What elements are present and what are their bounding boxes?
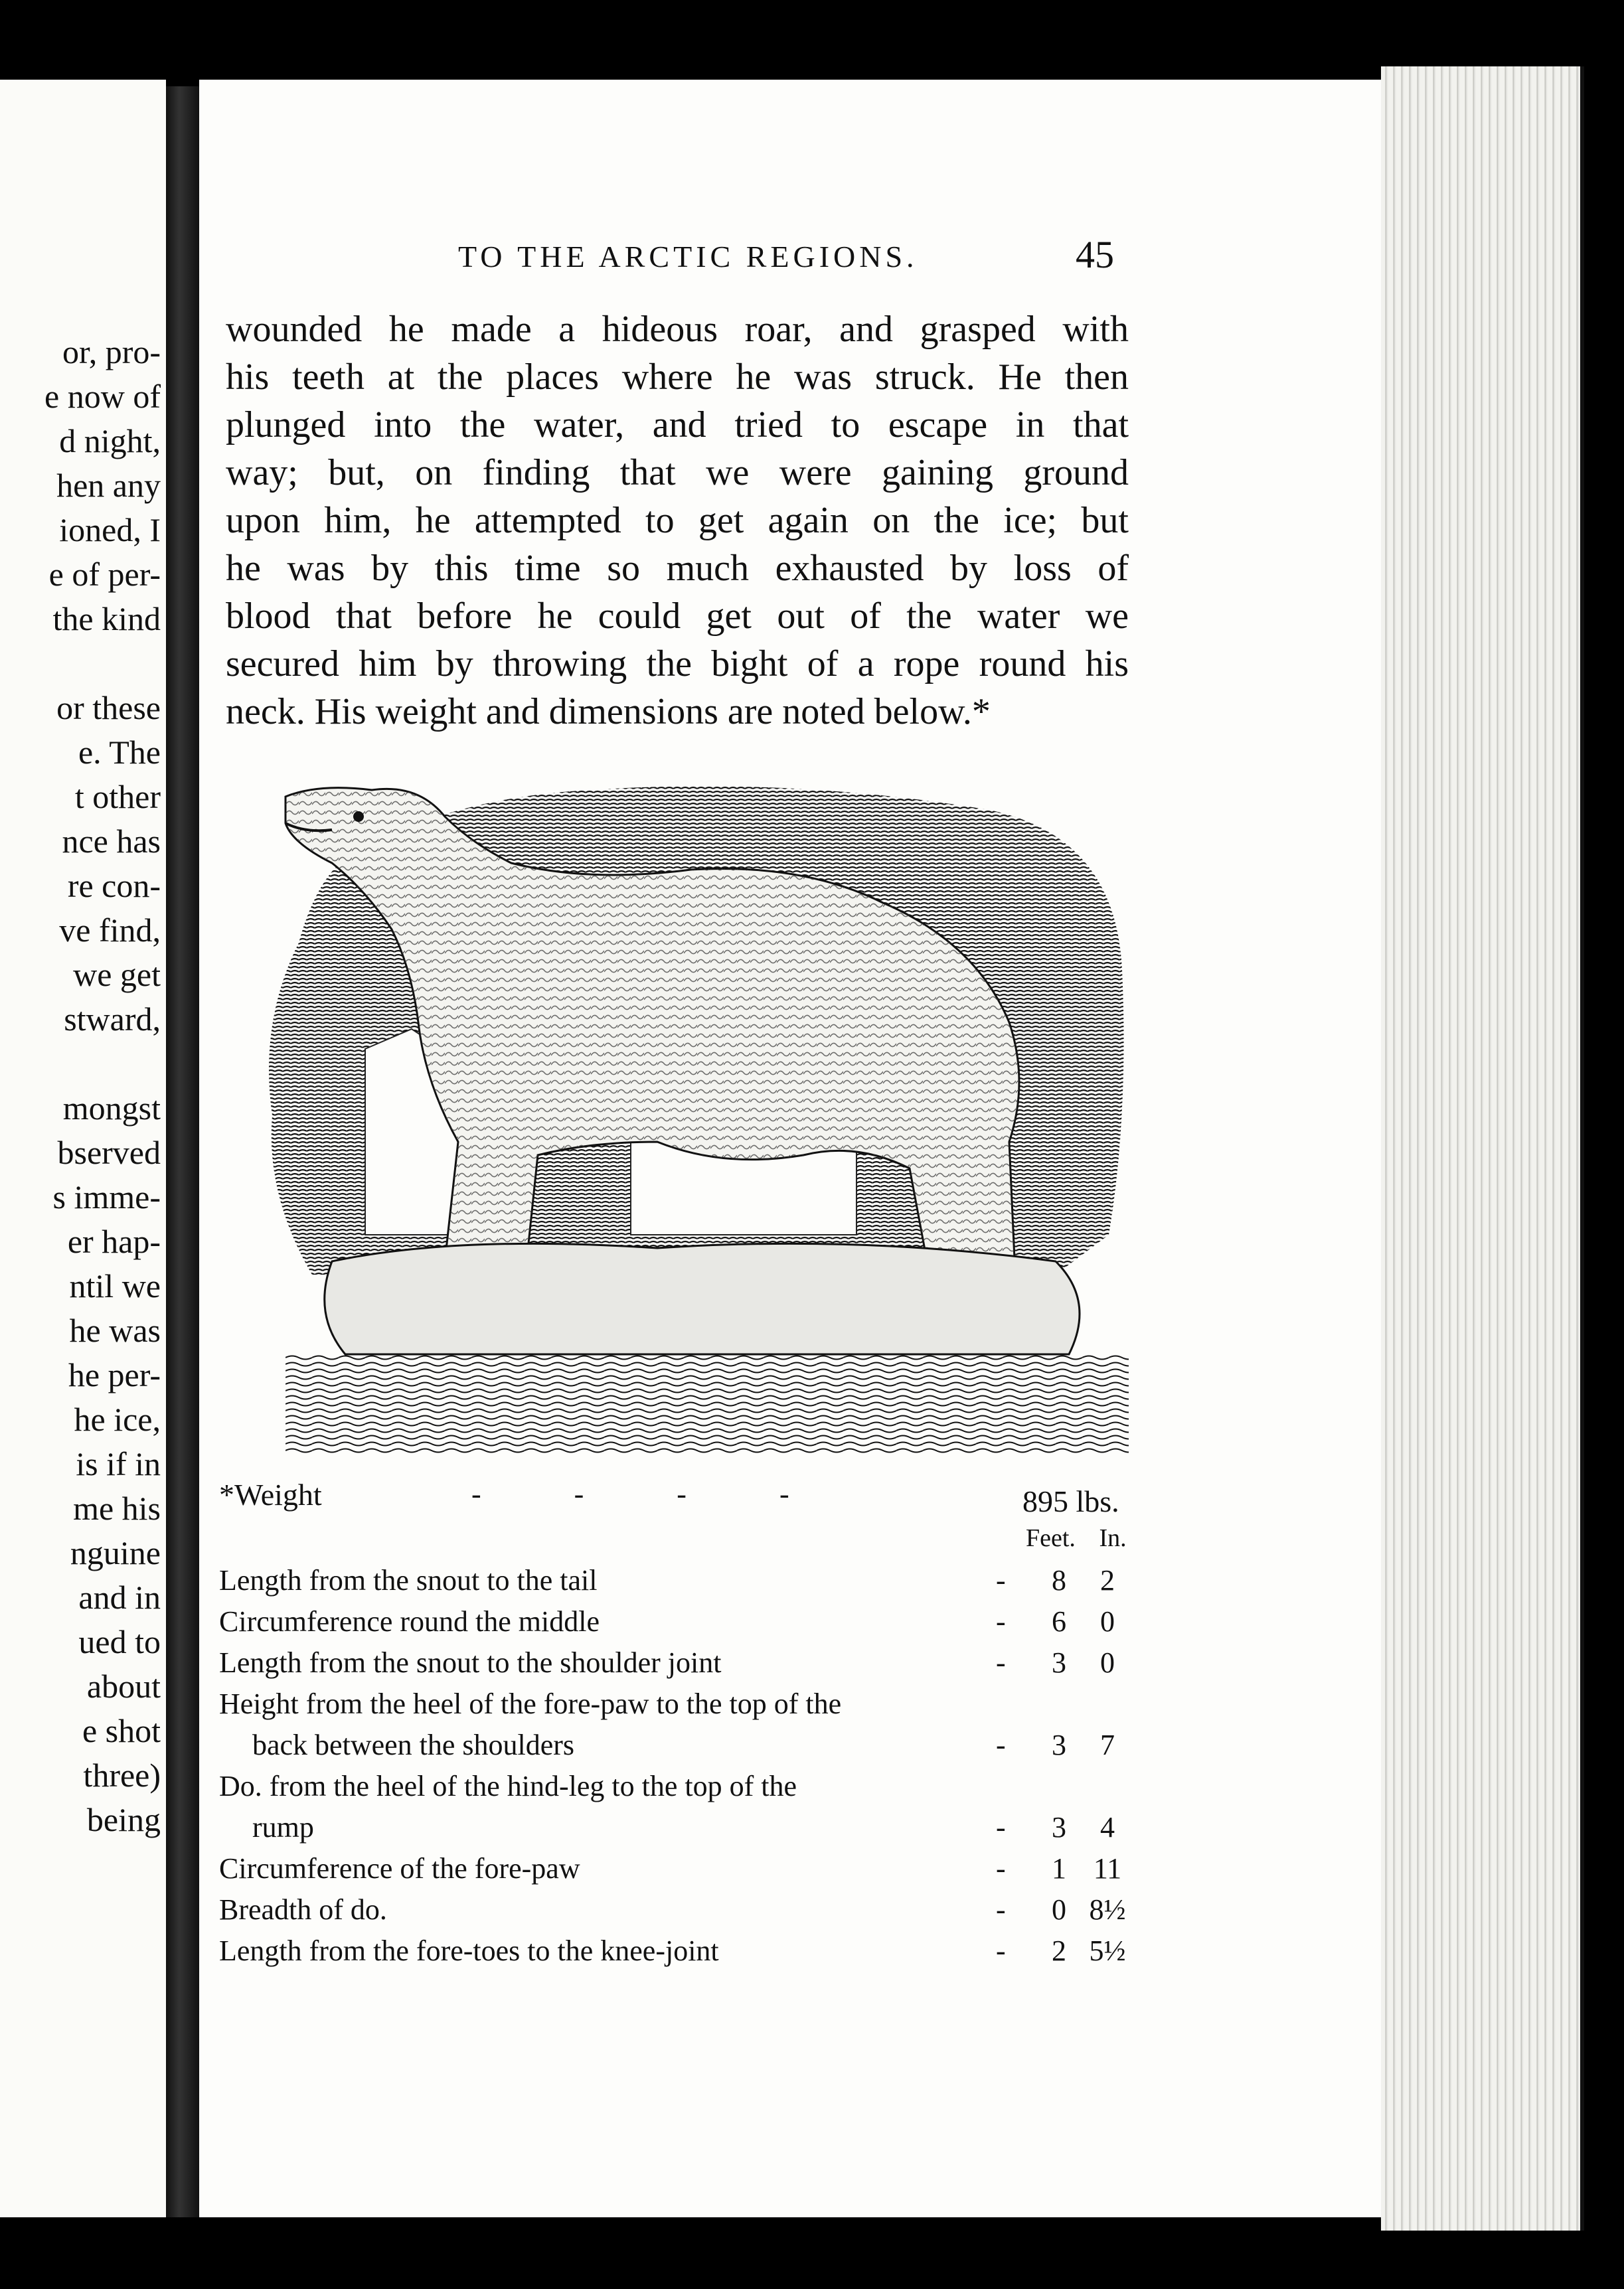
left-page-line: e of per- [48, 556, 161, 593]
left-page-line: about [86, 1668, 161, 1705]
measurement-label: rump [252, 1811, 314, 1844]
weight-value: 895 lbs. [1022, 1484, 1119, 1518]
page-edges [1381, 66, 1584, 2231]
measurement-row [219, 1810, 1149, 1852]
left-page [0, 80, 166, 2217]
leader-dash: - [996, 1646, 1006, 1679]
left-page-line: being [86, 1801, 161, 1838]
unit-feet: Feet. [1026, 1524, 1076, 1552]
measurement-row [219, 1893, 1149, 1934]
left-page-line: d night, [59, 422, 161, 459]
leader-dash: - [996, 1893, 1006, 1926]
left-page-line: and in [78, 1579, 161, 1616]
left-page-line: he was [69, 1312, 161, 1349]
left-page-line: re con- [67, 867, 161, 904]
left-page-line: ued to [78, 1623, 161, 1660]
measurement-inches: 0 [1100, 1646, 1115, 1679]
left-page-line: we get [73, 956, 161, 993]
leader-dash: - [996, 1934, 1006, 1967]
unit-inches: In. [1099, 1524, 1127, 1552]
measurement-label: back between the shoulders [252, 1729, 575, 1761]
left-page-line: three) [83, 1757, 161, 1794]
left-page-line: he ice, [74, 1401, 161, 1438]
measurement-feet: 3 [1052, 1646, 1066, 1679]
measurement-inches: 5½ [1089, 1934, 1126, 1967]
left-page-line: ntil we [69, 1267, 161, 1304]
left-page-line: stward, [64, 1000, 161, 1038]
body-line: his teeth at the places where he was struck. He then [226, 356, 1129, 398]
body-line: way; but, on finding that we were gaining ground [226, 452, 1129, 493]
polar-bear-illustration [259, 770, 1129, 1460]
ice-floe [325, 1243, 1080, 1354]
measurement-row [219, 1934, 1149, 1975]
left-page-line: s imme- [52, 1178, 161, 1216]
leader-dash: - [996, 1729, 1006, 1761]
measurement-label: Circumference of the fore-paw [219, 1852, 580, 1885]
leader-dash: - [996, 1811, 1006, 1844]
left-page-line: he per- [68, 1356, 161, 1393]
measurement-label: Do. from the heel of the hind-leg to the top of the [219, 1770, 797, 1802]
left-page-line: bserved [57, 1134, 161, 1171]
measurement-row [219, 1769, 1149, 1810]
left-page-line: t other [74, 778, 161, 815]
body-line: plunged into the water, and tried to escape in that [226, 404, 1129, 445]
body-line: wounded he made a hideous roar, and grasped with [226, 309, 1129, 350]
left-page-line: ioned, I [59, 511, 161, 548]
left-page-line: hen any [56, 467, 161, 504]
measurement-row [219, 1563, 1149, 1605]
body-line: blood that before he could get out of the water we [226, 595, 1129, 637]
measurement-inches: 0 [1100, 1605, 1115, 1638]
measurement-label: Length from the fore-toes to the knee-joint [219, 1934, 719, 1967]
left-page-line: the kind [52, 600, 161, 637]
body-line: upon him, he attempted to get again on the ice; but [226, 500, 1129, 541]
running-head: TO THE ARCTIC REGIONS. [458, 240, 918, 274]
body-line: neck. His weight and dimensions are noted below.* [226, 691, 991, 732]
measurement-feet: 3 [1052, 1811, 1066, 1844]
left-page-line: is if in [76, 1445, 161, 1482]
measurement-feet: 6 [1052, 1605, 1066, 1638]
sea-water [285, 1354, 1129, 1454]
measurement-inches: 4 [1100, 1811, 1115, 1844]
left-page-line: nce has [62, 823, 161, 860]
left-page-line: ve find, [59, 911, 161, 949]
measurement-row [219, 1852, 1149, 1893]
body-line: secured him by throwing the bight of a rope round his [226, 643, 1129, 684]
leader-dash: - [996, 1852, 1006, 1885]
leader-dash: - [996, 1605, 1006, 1638]
measurement-inches: 2 [1100, 1564, 1115, 1597]
measurement-label: Breadth of do. [219, 1893, 387, 1926]
book-gutter [166, 86, 199, 2217]
body-line: he was by this time so much exhausted by loss of [226, 548, 1129, 589]
page-number: 45 [1076, 233, 1114, 276]
left-page-line: e shot [82, 1712, 161, 1749]
left-page-line: e. The [78, 734, 161, 771]
left-page-line: or these [56, 689, 161, 726]
weight-label: *Weight [219, 1478, 322, 1512]
measurement-feet: 3 [1052, 1729, 1066, 1761]
weight-row [219, 1470, 1149, 1518]
measurement-label: Length from the snout to the tail [219, 1564, 598, 1597]
measurement-inches: 8½ [1089, 1893, 1126, 1926]
measurement-inches: 11 [1093, 1852, 1122, 1885]
measurement-row [219, 1605, 1149, 1646]
measurement-feet: 0 [1052, 1893, 1066, 1926]
left-page-line: e now of [44, 378, 161, 415]
bear-eye [353, 811, 364, 822]
measurement-feet: 8 [1052, 1564, 1066, 1597]
measurement-row [219, 1646, 1149, 1687]
left-page-line: me his [73, 1490, 161, 1527]
left-page-line: nguine [70, 1534, 161, 1571]
measurement-feet: 1 [1052, 1852, 1066, 1885]
measurement-inches: 7 [1100, 1729, 1115, 1761]
leader-dash: - [996, 1564, 1006, 1597]
measurement-row [219, 1687, 1149, 1728]
measurement-label: Length from the snout to the shoulder joint [219, 1646, 722, 1679]
leader-dashes: ---- [471, 1478, 882, 1510]
left-page-line: er hap- [67, 1223, 161, 1260]
unit-header [1026, 1524, 1144, 1553]
measurement-label: Height from the heel of the fore-paw to the top of the [219, 1688, 842, 1720]
left-page-line: mongst [62, 1089, 161, 1127]
measurement-label: Circumference round the middle [219, 1605, 600, 1638]
body-paragraph [226, 305, 1129, 736]
measurement-feet: 2 [1052, 1934, 1066, 1967]
left-page-line: or, pro- [62, 333, 161, 370]
measurement-row [219, 1728, 1149, 1769]
